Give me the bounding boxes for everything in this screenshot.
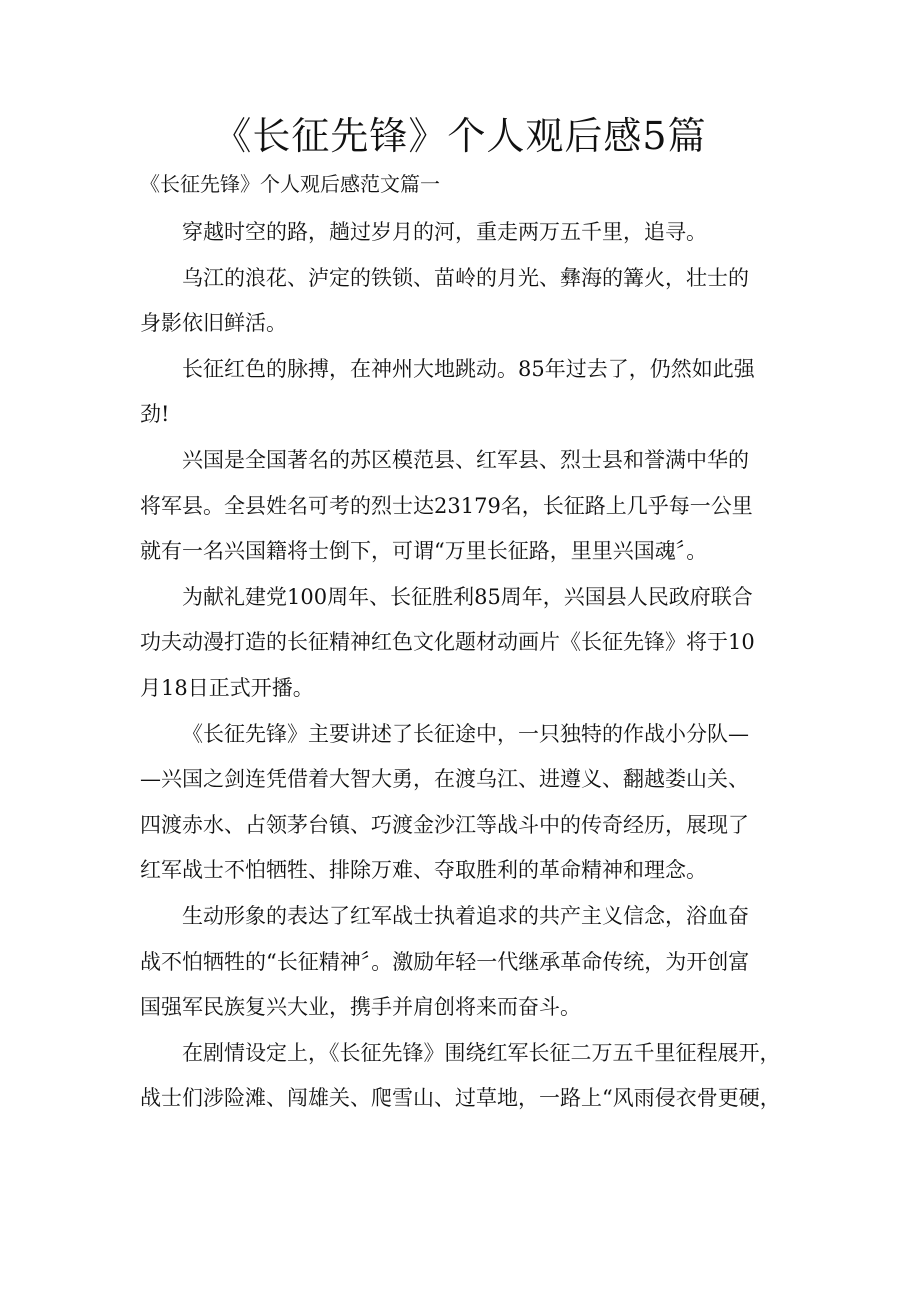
document-title: 《长征先锋》个人观后感5篇 bbox=[213, 114, 707, 158]
paragraph bbox=[140, 438, 790, 575]
paragraph-line: 兴国是全国著名的苏区模范县、红军县、烈士县和誉满中华的 bbox=[182, 447, 749, 472]
document-body bbox=[140, 210, 790, 1122]
paragraph-line: 在剧情设定上，《长征先锋》围绕红军长征二万五千里征程展开， bbox=[182, 1040, 781, 1065]
paragraph-line: 为献礼建党100周年、长征胜利85周年，兴国县人民政府联合 bbox=[182, 584, 753, 609]
paragraph-line: 穿越时空的路，趟过岁月的河，重走两万五千里，追寻。 bbox=[182, 220, 707, 244]
paragraph-line: 身影依旧鲜活。 bbox=[140, 311, 287, 336]
paragraph-line: 战不怕牺牲的“长征精神〞。激励年轻一代继承革命传统，为开创富 bbox=[140, 949, 750, 974]
paragraph bbox=[140, 575, 790, 712]
paragraph bbox=[140, 347, 790, 438]
paragraph-line: 月18日正式开播。 bbox=[140, 675, 314, 700]
paragraph-line: 战士们涉险滩、闯雄关、爬雪山、过草地，一路上“风雨侵衣骨更硬， bbox=[140, 1086, 781, 1111]
paragraph-line: —兴国之剑连凭借着大智大勇，在渡乌江、进遵义、翻越娄山关、 bbox=[140, 767, 749, 792]
paragraph-line: 劲! bbox=[140, 402, 170, 427]
paragraph-line: 生动形象的表达了红军战士执着追求的共产主义信念，浴血奋 bbox=[182, 903, 749, 928]
paragraph-line: 功夫动漫打造的长征精神红色文化题材动画片《长征先锋》将于10 bbox=[140, 630, 755, 655]
paragraph bbox=[140, 712, 790, 894]
paragraph bbox=[140, 256, 790, 347]
paragraph-line: 红军战士不怕牺牲、排除万难、夺取胜利的革命精神和理念。 bbox=[140, 858, 707, 883]
document-subtitle: 《长征先锋》个人观后感范文篇一 bbox=[140, 172, 440, 196]
paragraph-line: 就有一名兴国籍将士倒下，可谓“万里长征路，里里兴国魂〞。 bbox=[140, 539, 708, 564]
paragraph bbox=[140, 894, 790, 1031]
paragraph-line: 长征红色的脉搏，在神州大地跳动。85年过去了，仍然如此强 bbox=[182, 356, 755, 381]
paragraph-line: 《长征先锋》主要讲述了长征途中，一只独特的作战小分队— bbox=[182, 721, 749, 746]
paragraph bbox=[140, 210, 790, 256]
paragraph bbox=[140, 1031, 790, 1122]
paragraph-line: 将军县。全县姓名可考的烈士达23179名，长征路上几乎每一公里 bbox=[140, 493, 753, 518]
paragraph-line: 四渡赤水、占领茅台镇、巧渡金沙江等战斗中的传奇经历，展现了 bbox=[140, 812, 749, 837]
paragraph-line: 国强军民族复兴大业，携手并肩创将来而奋斗。 bbox=[140, 995, 581, 1020]
paragraph-line: 乌江的浪花、泸定的铁锁、苗岭的月光、彝海的篝火，壮士的 bbox=[182, 265, 749, 290]
